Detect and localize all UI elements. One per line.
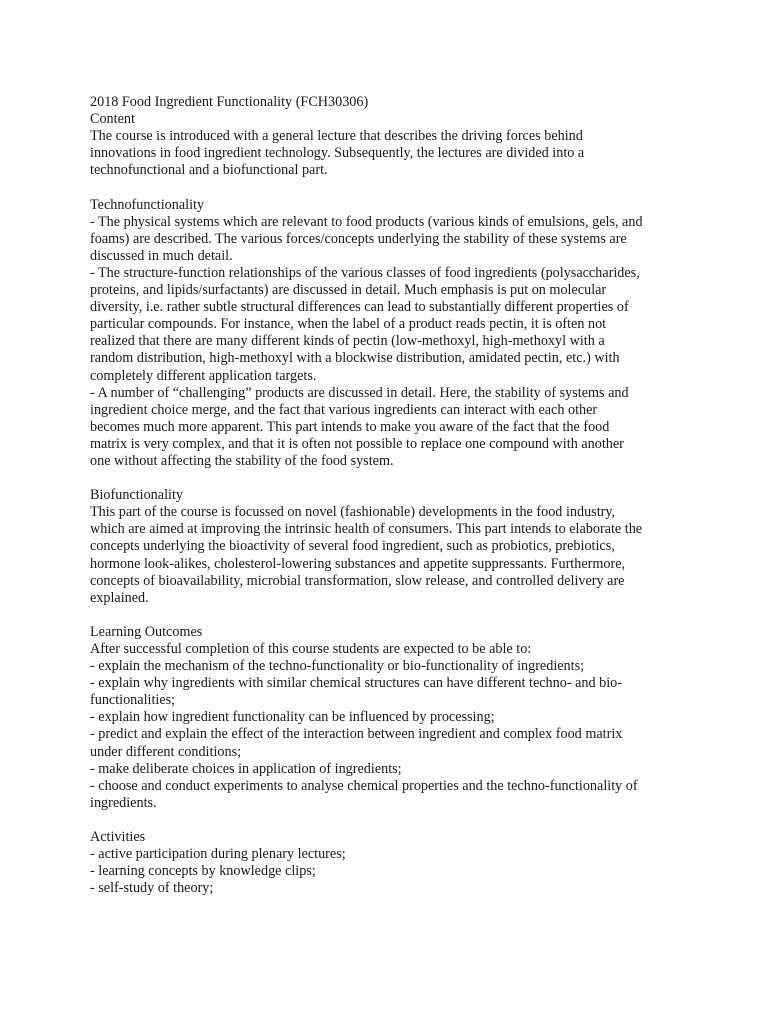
text-line: - self-study of theory; <box>90 880 214 897</box>
text-line: - The physical systems which are relevant to food products (various kinds of emulsions, gels, and <box>90 213 643 230</box>
text-line: matrix is very complex, and that it is often not possible to replace one compound with another <box>90 435 624 452</box>
text-line: - A number of “challenging” products are discussed in detail. Here, the stability of systems and <box>90 384 629 401</box>
text-line: one without affecting the stability of the food system. <box>90 452 394 469</box>
text-line: - learning concepts by knowledge clips; <box>90 863 316 880</box>
text-line: under different conditions; <box>90 743 242 760</box>
text-line: - make deliberate choices in application of ingredients; <box>90 760 402 777</box>
text-line: functionalities; <box>90 692 176 709</box>
text-line: proteins, and lipids/surfactants) are discussed in detail. Much emphasis is put on molecular <box>90 282 607 299</box>
text-line: The course is introduced with a general lecture that describes the driving forces behind <box>90 128 583 145</box>
blank-line <box>90 179 690 196</box>
text-line: concepts of bioavailability, microbial transformation, slow release, and controlled delivery are <box>90 572 625 589</box>
text-line: particular compounds. For instance, when the label of a product reads pectin, it is often not <box>90 316 607 333</box>
text-line: random distribution, high-methoxyl with a blockwise distribution, amidated pectin, etc.) with <box>90 350 620 367</box>
document-body <box>90 94 690 897</box>
text-line: becomes much more apparent. This part intends to make you aware of the fact that the food <box>90 418 610 435</box>
text-line: diversity, i.e. rather subtle structural differences can lead to substantially different properties of <box>90 299 629 316</box>
text-line: After successful completion of this course students are expected to be able to: <box>90 641 532 657</box>
text-line: discussed in much detail. <box>90 247 233 264</box>
text-line: completely different application targets. <box>90 367 317 384</box>
text-line: which are aimed at improving the intrinsic health of consumers. This part intends to elaborate the <box>90 521 643 538</box>
blank-line <box>90 470 690 487</box>
text-line: ingredients. <box>90 794 157 811</box>
text-line: Technofunctionality <box>90 196 205 213</box>
text-line: This part of the course is focussed on novel (fashionable) developments in the food industry, <box>90 504 616 521</box>
text-line: - explain why ingredients with similar chemical structures can have different techno- and bio- <box>90 675 622 692</box>
text-line: Biofunctionality <box>90 487 183 504</box>
text-line: ingredient choice merge, and the fact that various ingredients can interact with each other <box>90 401 598 418</box>
text-line: realized that there are many different kinds of pectin (low-methoxyl, high-methoxyl with a <box>90 333 605 350</box>
text-line: foams) are described. The various forces/concepts underlying the stability of these systems are <box>90 230 627 247</box>
text-line: - active participation during plenary lectures; <box>90 846 346 863</box>
text-line: - explain the mechanism of the techno-functionality or bio-functionality of ingredients; <box>90 658 585 675</box>
text-line: - predict and explain the effect of the interaction between ingredient and complex food matrix <box>90 726 623 743</box>
text-line: concepts underlying the bioactivity of several food ingredient, such as probiotics, prebiotics, <box>90 538 615 555</box>
text-line: - explain how ingredient functionality can be influenced by processing; <box>90 709 495 726</box>
text-line: Activities <box>90 829 146 846</box>
text-line: Learning Outcomes <box>90 623 203 640</box>
text-line: technofunctional and a biofunctional part. <box>90 162 328 179</box>
text-line: - choose and conduct experiments to analyse chemical properties and the techno-functionality of <box>90 777 638 794</box>
text-line: 2018 Food Ingredient Functionality (FCH30306) <box>90 94 369 110</box>
text-line: explained. <box>90 589 149 606</box>
text-line: hormone look-alikes, cholesterol-lowering substances and appetite suppressants. Furthermore, <box>90 555 626 572</box>
blank-line <box>90 812 690 829</box>
blank-line <box>90 607 690 624</box>
text-line: Content <box>90 111 135 128</box>
text-line: - The structure-function relationships of the various classes of food ingredients (polysaccharides, <box>90 264 640 281</box>
text-line: innovations in food ingredient technology. Subsequently, the lectures are divided into a <box>90 145 585 162</box>
